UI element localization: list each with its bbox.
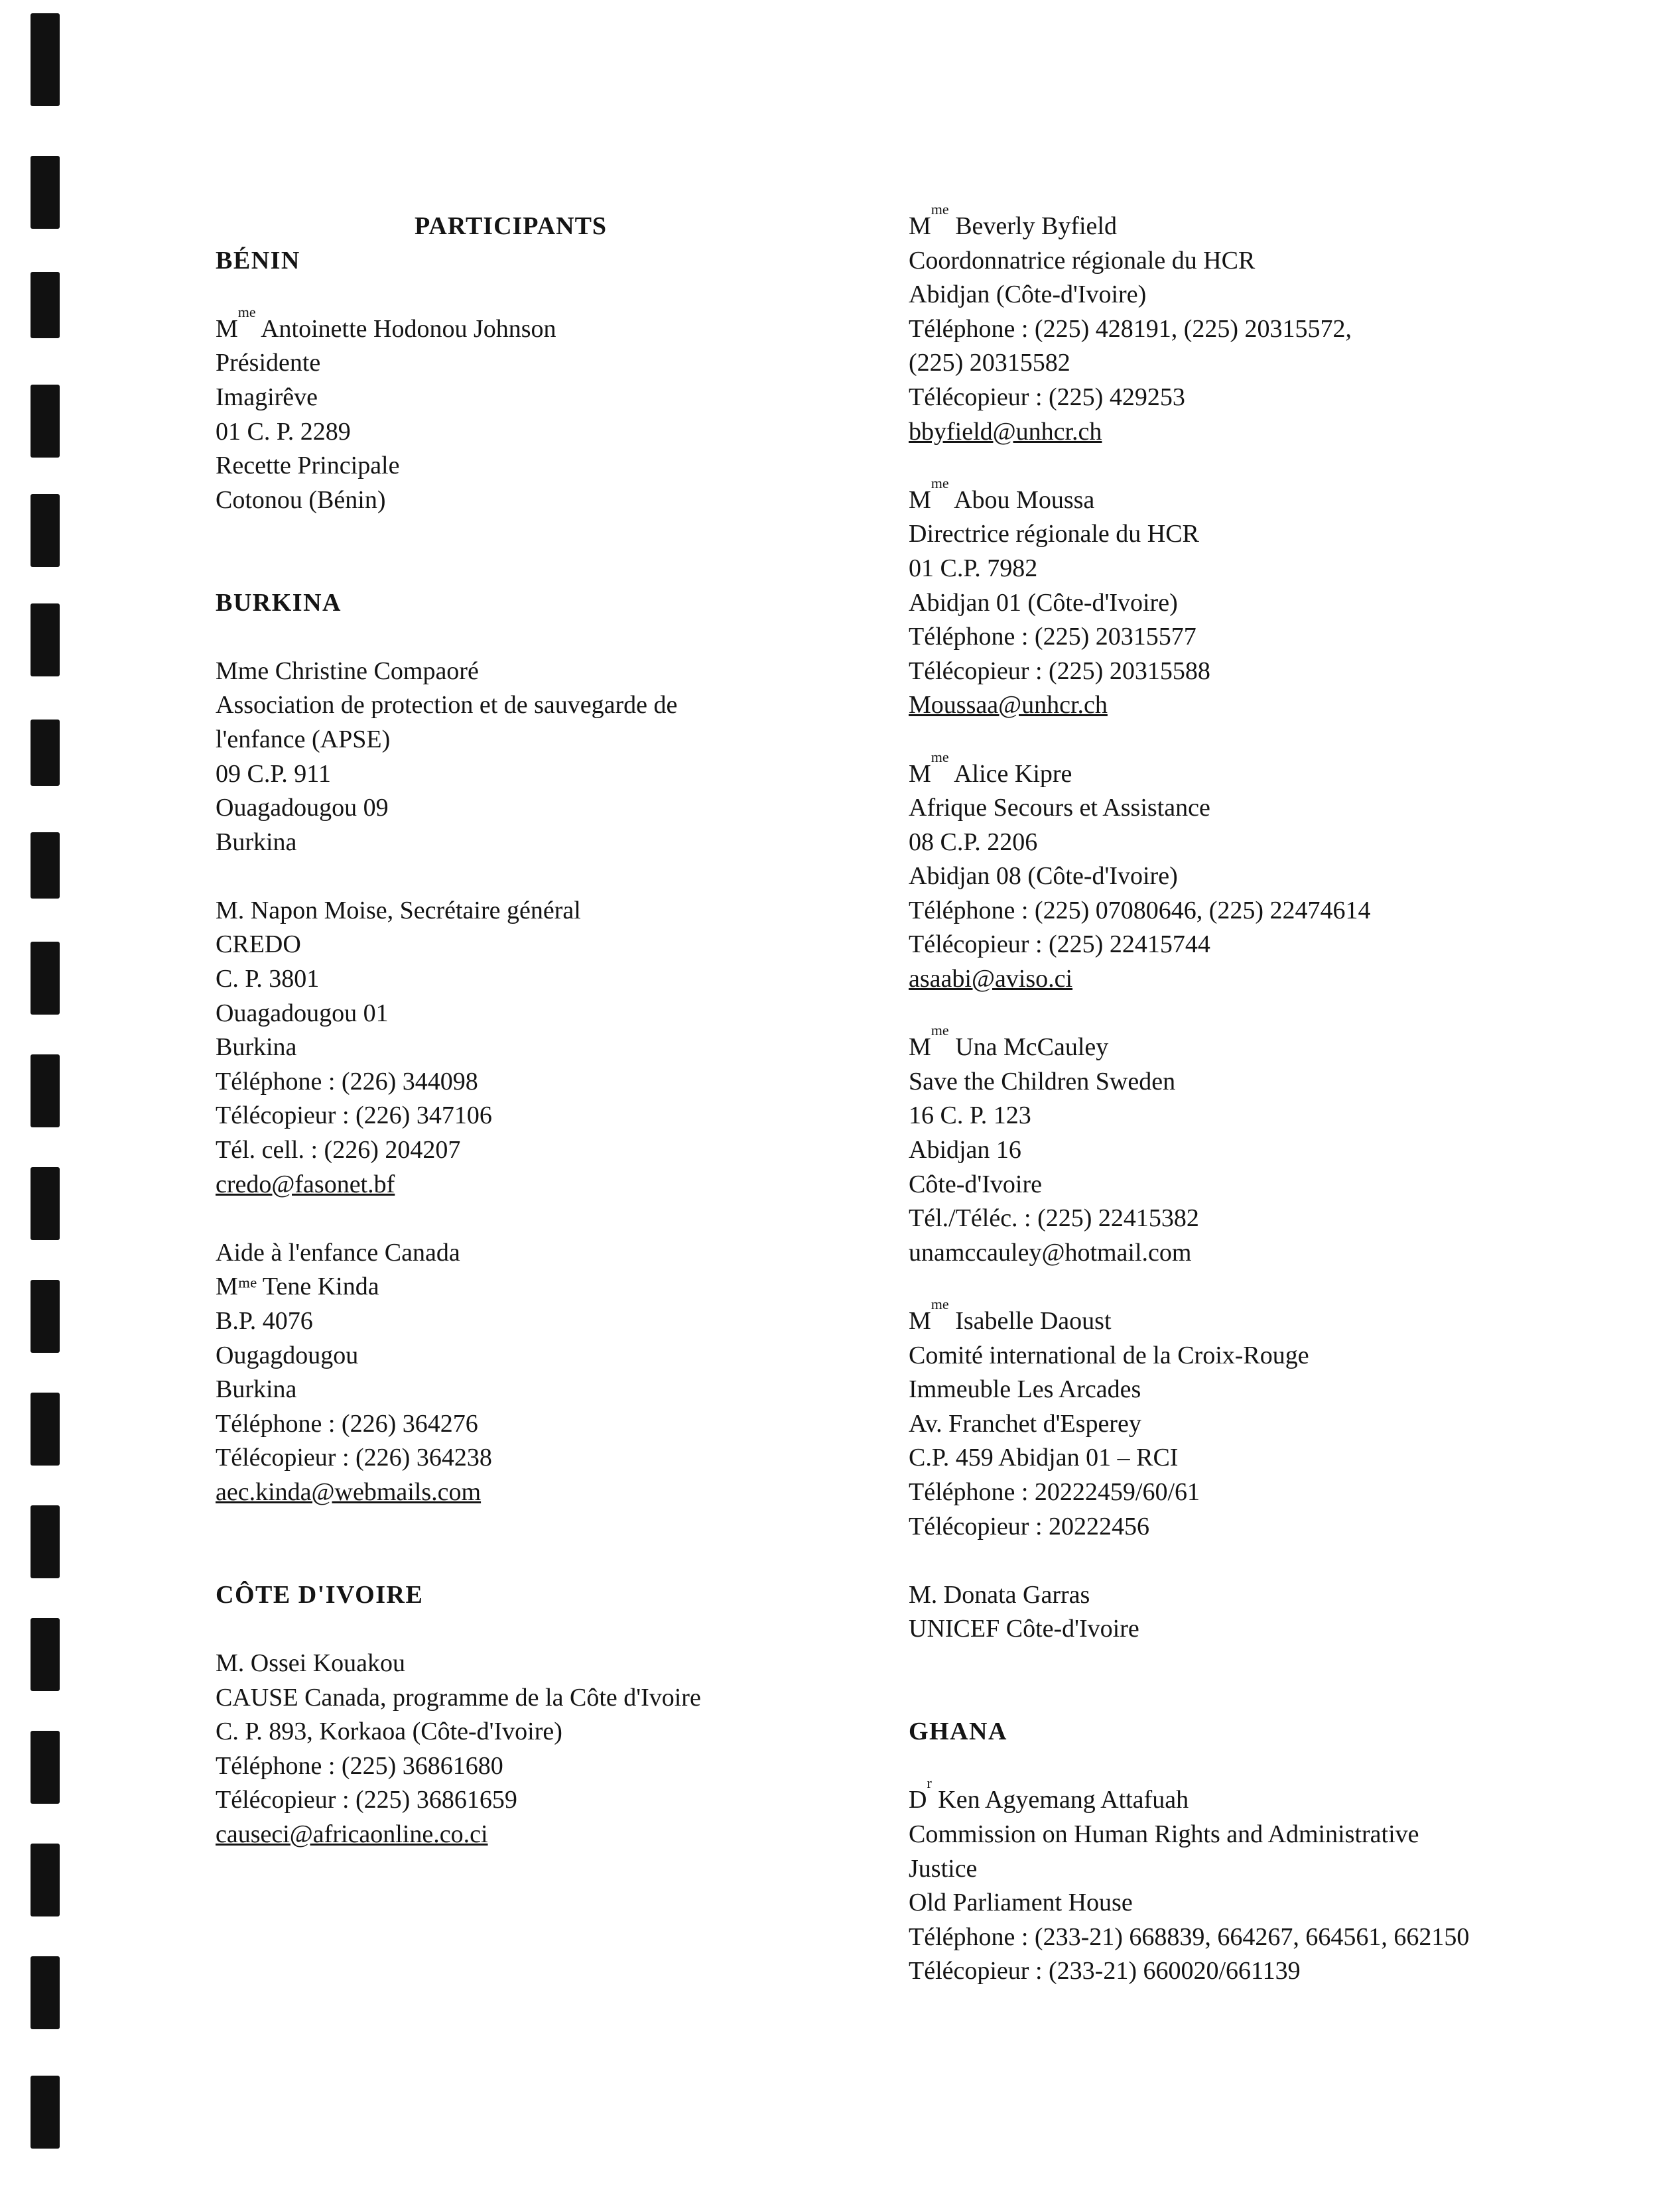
email-link[interactable]: causeci@africaonline.co.ci	[216, 1820, 488, 1848]
address-line: Présidente	[216, 349, 321, 377]
address-line: Téléphone : (225) 20315577	[909, 623, 1196, 651]
address-line: Téléphone : (233-21) 668839, 664267, 664561, 662150	[909, 1922, 1470, 1951]
address-line: Old Parliament House	[909, 1889, 1133, 1917]
participant-entry	[216, 655, 852, 860]
name-text: Abou Moussa	[948, 485, 1095, 514]
binding-mark	[31, 1280, 60, 1353]
title-prefix: M	[909, 485, 931, 514]
name-text: Mme Christine Compaoré	[216, 657, 479, 685]
address-line: Av. Franchet d'Esperey	[909, 1409, 1141, 1438]
spacer	[216, 517, 852, 552]
address-line: Cotonou (Bénin)	[216, 485, 386, 514]
address-line: Justice	[909, 1854, 978, 1883]
address-line: Téléphone : (226) 344098	[216, 1067, 478, 1096]
address-line: 01 C. P. 2289	[216, 417, 351, 446]
email-link[interactable]: aec.kinda@webmails.com	[216, 1477, 482, 1506]
country-heading: CÔTE D'IVOIRE	[216, 1580, 424, 1609]
address-line: Téléphone : (225) 428191, (225) 20315572,	[909, 314, 1352, 343]
participant-entry	[909, 1775, 1572, 1989]
address-line: Abidjan (Côte-d'Ivoire)	[909, 281, 1147, 309]
address-line: Télécopieur : (225) 429253	[909, 383, 1185, 411]
email-link[interactable]: asaabi@aviso.ci	[909, 965, 1073, 993]
title-prefix: M	[909, 759, 931, 788]
participant-entry	[909, 748, 1572, 997]
address-line: 01 C.P. 7982	[909, 554, 1038, 582]
participant-name	[216, 894, 852, 928]
address-line: Burkina	[216, 1375, 297, 1404]
title-prefix: M	[909, 1307, 931, 1335]
address-line: CREDO	[216, 930, 301, 959]
spacer	[216, 859, 852, 894]
name-text: Isabelle Daoust	[948, 1307, 1112, 1335]
address-line: Tél./Téléc. : (225) 22415382	[909, 1204, 1199, 1233]
spacer	[216, 1612, 852, 1647]
participant-name	[909, 201, 1572, 244]
participant-name	[909, 748, 1572, 792]
email-link[interactable]: credo@fasonet.bf	[216, 1170, 395, 1198]
binding-mark	[31, 494, 60, 567]
address-line: Burkina	[216, 1033, 297, 1062]
address-line: Télécopieur : (225) 36861659	[216, 1786, 517, 1814]
title-prefix: M	[909, 212, 931, 240]
binding-mark	[31, 1956, 60, 2029]
address-line: Comité international de la Croix-Rouge	[909, 1341, 1309, 1369]
address-line: Association de protection et de sauvegarde de	[216, 691, 678, 720]
address-line: Télécopieur : (226) 347106	[216, 1101, 492, 1130]
address-line: Téléphone : 20222459/60/61	[909, 1477, 1200, 1506]
country-heading: BURKINA	[216, 588, 342, 617]
participant-entry	[909, 1578, 1572, 1647]
binding-mark	[31, 2076, 60, 2149]
country-heading: GHANA	[909, 1718, 1007, 1746]
spacer	[909, 1749, 1572, 1784]
email-link[interactable]: Moussaa@unhcr.ch	[909, 691, 1108, 720]
binding-mark	[31, 832, 60, 899]
spacer	[216, 278, 852, 312]
name-text: Antoinette Hodonou Johnson	[255, 314, 556, 343]
participant-entry	[909, 474, 1572, 723]
spacer	[909, 1544, 1572, 1578]
title-prefix: M	[216, 314, 238, 343]
binding-mark	[31, 1844, 60, 1916]
spacer	[909, 1681, 1572, 1716]
binding-mark	[31, 272, 60, 338]
name-text: Aide à l'enfance Canada	[216, 1238, 460, 1267]
title-prefix: M	[909, 1033, 931, 1062]
address-line: C.P. 459 Abidjan 01 – RCI	[909, 1444, 1179, 1472]
name-text: M. Donata Garras	[909, 1580, 1090, 1609]
spacer	[909, 1647, 1572, 1681]
address-line: Tél. cell. : (226) 204207	[216, 1136, 461, 1164]
address-line: Côte-d'Ivoire	[909, 1170, 1043, 1198]
binding-mark	[31, 1054, 60, 1127]
participant-name	[909, 474, 1572, 518]
address-line: Téléphone : (225) 07080646, (225) 22474614	[909, 896, 1371, 924]
binding-mark	[31, 156, 60, 229]
address-line: Ouagadougou 01	[216, 999, 389, 1027]
binding-mark	[31, 1393, 60, 1466]
address-line: C. P. 3801	[216, 965, 320, 993]
spacer	[216, 620, 852, 655]
address-line: Coordonnatrice régionale du HCR	[909, 246, 1256, 275]
address-line: CAUSE Canada, programme de la Côte d'Ivoire	[216, 1683, 701, 1712]
binding-mark	[31, 603, 60, 676]
binding-mark	[31, 1167, 60, 1240]
address-line: 09 C.P. 911	[216, 759, 331, 788]
name-text: Una McCauley	[948, 1033, 1109, 1062]
address-line: Télécopieur : (226) 364238	[216, 1444, 492, 1472]
name-text: M. Napon Moise, Secrétaire général	[216, 896, 581, 924]
address-line: Directrice régionale du HCR	[909, 520, 1199, 548]
binding-mark	[31, 1505, 60, 1578]
spacer	[216, 210, 852, 244]
spacer	[216, 1544, 852, 1578]
participant-entry	[216, 1236, 852, 1510]
spacer	[909, 723, 1572, 757]
participant-name	[909, 1022, 1572, 1065]
participant-entry	[216, 1647, 852, 1852]
title-superscript: me	[931, 1296, 949, 1312]
page-title: PARTICIPANTS	[415, 212, 608, 240]
participant-entry	[909, 201, 1572, 449]
title-superscript: me	[931, 474, 949, 491]
address-line: (225) 20315582	[909, 349, 1070, 377]
participant-name	[909, 1775, 1572, 1818]
address-line: 08 C.P. 2206	[909, 828, 1038, 856]
address-line: 16 C. P. 123	[909, 1101, 1031, 1130]
address-line: Téléphone : (225) 36861680	[216, 1751, 503, 1780]
address-line: Afrique Secours et Assistance	[909, 794, 1210, 822]
address-line: Téléphone : (226) 364276	[216, 1409, 478, 1438]
address-line: Save the Children Sweden	[909, 1067, 1176, 1096]
participant-entry	[216, 303, 852, 518]
address-line: Immeuble Les Arcades	[909, 1375, 1141, 1404]
address-line: Ougagdougou	[216, 1341, 359, 1369]
name-text: Ken Agyemang Attafuah	[931, 1786, 1189, 1814]
title-superscript: me	[931, 1022, 949, 1039]
participant-name	[216, 1647, 852, 1681]
spacer	[216, 1202, 852, 1236]
address-line: Télécopieur : (233-21) 660020/661139	[909, 1957, 1301, 1985]
binding-mark	[31, 385, 60, 458]
spacer	[216, 552, 852, 586]
spacer	[909, 449, 1572, 483]
address-line: Télécopieur : (225) 22415744	[909, 930, 1210, 959]
address-line: Imagirêve	[216, 383, 318, 411]
address-line: UNICEF Côte-d'Ivoire	[909, 1615, 1139, 1643]
address-line: Commission on Human Rights and Administrative	[909, 1820, 1419, 1848]
binding-mark	[31, 942, 60, 1015]
participant-entry	[216, 894, 852, 1202]
title-prefix: D	[909, 1786, 927, 1814]
country-heading: BÉNIN	[216, 246, 300, 275]
binding-mark	[31, 1618, 60, 1691]
address-line: Abidjan 08 (Côte-d'Ivoire)	[909, 862, 1178, 891]
address-line: Télécopieur : (225) 20315588	[909, 657, 1210, 685]
name-text: Alice Kipre	[948, 759, 1072, 788]
left-column	[216, 210, 852, 1852]
email-link[interactable]: bbyfield@unhcr.ch	[909, 417, 1102, 446]
address-line: Mᵐᵉ Tene Kinda	[216, 1273, 379, 1301]
participant-name	[909, 1296, 1572, 1339]
name-text: M. Ossei Kouakou	[216, 1649, 406, 1677]
participant-entry	[909, 1022, 1572, 1270]
spacer	[909, 997, 1572, 1031]
participant-name	[216, 303, 852, 347]
address-line: B.P. 4076	[216, 1307, 313, 1335]
title-superscript: me	[237, 303, 256, 320]
binding-mark	[31, 1731, 60, 1804]
name-text: Beverly Byfield	[948, 212, 1117, 240]
spacer	[909, 1270, 1572, 1304]
address-line: Abidjan 16	[909, 1136, 1021, 1164]
address-line: Abidjan 01 (Côte-d'Ivoire)	[909, 588, 1178, 617]
title-superscript: me	[931, 201, 949, 218]
address-line: C. P. 893, Korkaoa (Côte-d'Ivoire)	[216, 1718, 562, 1746]
address-line: Ouagadougou 09	[216, 794, 389, 822]
spacer	[216, 1510, 852, 1544]
address-line: l'enfance (APSE)	[216, 725, 391, 753]
address-line: Télécopieur : 20222456	[909, 1512, 1150, 1540]
address-line: unamccauley@hotmail.com	[909, 1238, 1192, 1267]
right-column	[909, 201, 1572, 1989]
address-line: Recette Principale	[216, 452, 400, 480]
participant-name	[909, 1578, 1572, 1613]
title-superscript: me	[931, 748, 949, 765]
address-line: Burkina	[216, 828, 297, 856]
binding-mark	[31, 13, 60, 106]
participant-name	[216, 655, 852, 689]
binding-mark	[31, 720, 60, 786]
title-superscript: r	[927, 1775, 932, 1792]
participant-entry	[909, 1296, 1572, 1544]
participant-name	[216, 1236, 852, 1271]
